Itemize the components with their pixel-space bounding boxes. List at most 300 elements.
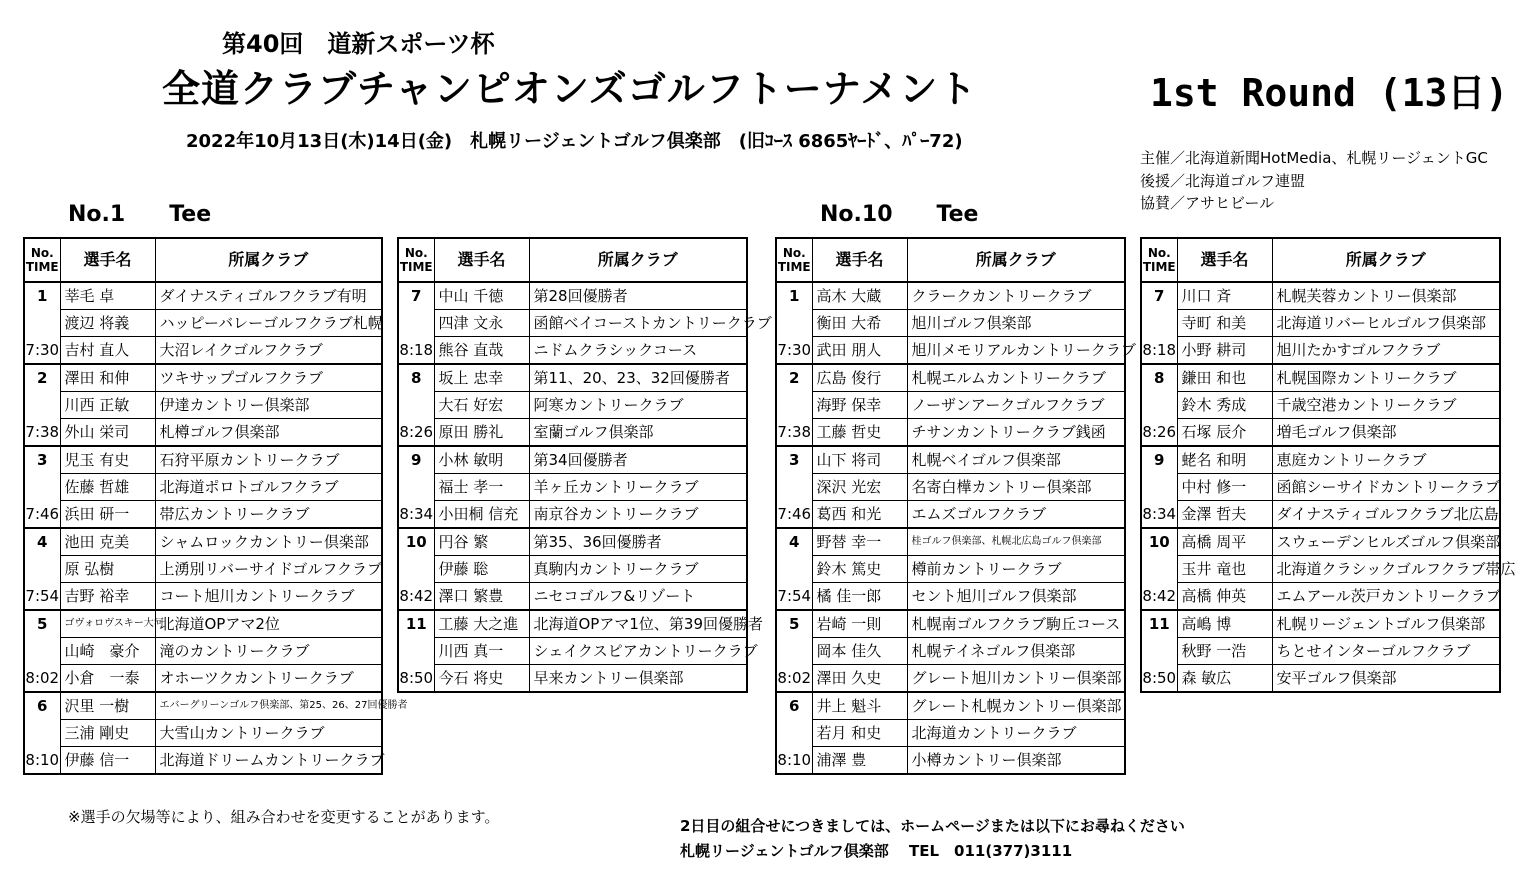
player-club: 北海道OPアマ1位、第39回優勝者: [529, 610, 747, 638]
player-name: 今石 将史: [434, 665, 529, 693]
player-club: シェイクスピアカントリークラブ: [529, 638, 747, 665]
table-row: [1141, 282, 1500, 310]
group-number: 2: [776, 364, 812, 392]
player-club: 上湧別リバーサイドゴルフクラブ: [155, 556, 382, 583]
player-club: 旭川メモリアルカントリークラブ: [907, 337, 1125, 365]
player-name: 坂上 忠幸: [434, 364, 529, 392]
tee-time: 8:50: [398, 665, 434, 693]
change-note: ※選手の欠場等により、組み合わせを変更することがあります。: [68, 808, 500, 826]
player-name: 鈴木 秀成: [1177, 392, 1272, 419]
table-row: [776, 556, 1125, 583]
player-club: オホーツクカントリークラブ: [155, 665, 382, 693]
empty-cell: [398, 474, 434, 501]
table-row: [398, 528, 747, 556]
player-club: ダイナスティゴルフクラブ有明: [155, 282, 382, 310]
player-club: ノーザンアークゴルフクラブ: [907, 392, 1125, 419]
player-club: 北海道ドリームカントリークラブ: [155, 747, 382, 775]
table-row: [1141, 501, 1500, 529]
player-name: 吉村 直人: [60, 337, 155, 365]
player-name: 澤口 繁豊: [434, 583, 529, 611]
table-row: [776, 392, 1125, 419]
player-name: 吉野 裕幸: [60, 583, 155, 611]
table-row: [1141, 419, 1500, 447]
table-row: [24, 446, 382, 474]
tee-time: 7:54: [24, 583, 60, 611]
player-name: 岡本 佳久: [812, 638, 907, 665]
empty-cell: [24, 556, 60, 583]
group-number: 7: [1141, 282, 1177, 310]
group-number: 4: [776, 528, 812, 556]
player-club: 旭川たかすゴルフクラブ: [1272, 337, 1500, 365]
group-number: 3: [24, 446, 60, 474]
header-club: 所属クラブ: [907, 238, 1125, 282]
player-name: 野替 幸一: [812, 528, 907, 556]
tee-time: 8:50: [1141, 665, 1177, 693]
player-club: エムズゴルフクラブ: [907, 501, 1125, 529]
player-club: グレート旭川カントリー倶楽部: [907, 665, 1125, 693]
player-name: 伊藤 聡: [434, 556, 529, 583]
player-club: 伊達カントリー倶楽部: [155, 392, 382, 419]
table-row: [24, 337, 382, 365]
table-row: [24, 392, 382, 419]
table-row: [776, 692, 1125, 720]
player-club: 札幌リージェントゴルフ倶楽部: [1272, 610, 1500, 638]
player-name: 葛西 和光: [812, 501, 907, 529]
header-time: TIME: [1142, 260, 1176, 274]
header-player: 選手名: [434, 238, 529, 282]
player-name: 海野 保幸: [812, 392, 907, 419]
player-name: 円谷 繁: [434, 528, 529, 556]
player-club: 帯広カントリークラブ: [155, 501, 382, 529]
table-row: [776, 720, 1125, 747]
player-name: 鎌田 和也: [1177, 364, 1272, 392]
header-player: 選手名: [1177, 238, 1272, 282]
player-club: 北海道クラシックゴルフクラブ帯広: [1272, 556, 1500, 583]
table-row: [24, 583, 382, 611]
player-name: 秋野 一浩: [1177, 638, 1272, 665]
empty-cell: [398, 392, 434, 419]
table-row: [398, 446, 747, 474]
player-club: 名寄白樺カントリー倶楽部: [907, 474, 1125, 501]
table-row: [398, 282, 747, 310]
player-club: 早来カントリー倶楽部: [529, 665, 747, 693]
player-club: ニドムクラシックコース: [529, 337, 747, 365]
empty-cell: [24, 392, 60, 419]
tee-time: 8:34: [1141, 501, 1177, 529]
table-row: [776, 364, 1125, 392]
contact-info: 2日目の組合せにつきましては、ホームページまたは以下にお尋ねください: [680, 817, 1185, 835]
header-player: 選手名: [60, 238, 155, 282]
empty-cell: [1141, 392, 1177, 419]
table-row: [24, 556, 382, 583]
empty-cell: [1141, 556, 1177, 583]
player-name: 中山 千徳: [434, 282, 529, 310]
player-name: 外山 栄司: [60, 419, 155, 447]
pairing-table: [1140, 237, 1516, 693]
player-name: 井上 魁斗: [812, 692, 907, 720]
tee-time: 8:18: [1141, 337, 1177, 365]
sub-title: 第40回 道新スポーツ杯: [222, 30, 495, 58]
tee-time: 7:54: [776, 583, 812, 611]
tee-time: 8:02: [24, 665, 60, 693]
table-row: [776, 474, 1125, 501]
table-row: [776, 528, 1125, 556]
table-row: [24, 692, 382, 720]
table-row: [398, 501, 747, 529]
player-name: 小倉 一泰: [60, 665, 155, 693]
player-name: 寺町 和美: [1177, 310, 1272, 337]
tee-time: 7:38: [776, 419, 812, 447]
tee-time: 8:10: [776, 747, 812, 775]
empty-cell: [1141, 310, 1177, 337]
tee-no10-label: No.10 Tee: [820, 202, 979, 227]
tee-no1-label: No.1 Tee: [68, 202, 212, 227]
player-name: 中村 修一: [1177, 474, 1272, 501]
player-name: 福士 孝一: [434, 474, 529, 501]
table-row: [1141, 474, 1500, 501]
player-club: 札幌エルムカントリークラブ: [907, 364, 1125, 392]
player-name: 金澤 哲夫: [1177, 501, 1272, 529]
header-club: 所属クラブ: [529, 238, 747, 282]
player-club: 札幌テイネゴルフ倶楽部: [907, 638, 1125, 665]
group-number: 4: [24, 528, 60, 556]
group-number: 10: [1141, 528, 1177, 556]
tee-time: 7:30: [776, 337, 812, 365]
round-label: 1st Round (13日): [1150, 71, 1509, 115]
group-number: 11: [398, 610, 434, 638]
player-club: ちとせインターゴルフクラブ: [1272, 638, 1500, 665]
player-club: 第34回優勝者: [529, 446, 747, 474]
table-row: [398, 392, 747, 419]
player-club: 大沼レイクゴルフクラブ: [155, 337, 382, 365]
pairing-table: [775, 237, 1136, 775]
table-row: [24, 310, 382, 337]
player-club: 室蘭ゴルフ倶楽部: [529, 419, 747, 447]
group-number: 6: [776, 692, 812, 720]
player-name: 浜田 研一: [60, 501, 155, 529]
table-row: [398, 337, 747, 365]
player-name: 川西 正敏: [60, 392, 155, 419]
tee-time: 7:46: [776, 501, 812, 529]
player-name: 三浦 剛史: [60, 720, 155, 747]
player-club: 桂ゴルフ倶楽部、札幌北広島ゴルフ倶楽部: [907, 528, 1125, 556]
header-player: 選手名: [812, 238, 907, 282]
table-row: [398, 474, 747, 501]
table-row: [24, 528, 382, 556]
table-row: [776, 419, 1125, 447]
sponsor: 協賛／アサヒビール: [1140, 194, 1275, 212]
player-club: 羊ヶ丘カントリークラブ: [529, 474, 747, 501]
player-name: 沢里 一樹: [60, 692, 155, 720]
table-row: [1141, 310, 1500, 337]
table-row: [776, 638, 1125, 665]
header-no: No.: [782, 246, 806, 260]
player-name: 衡田 大希: [812, 310, 907, 337]
group-number: 7: [398, 282, 434, 310]
player-name: 大石 好宏: [434, 392, 529, 419]
tee-time: 8:34: [398, 501, 434, 529]
table-row: [24, 610, 382, 638]
table-row: [776, 310, 1125, 337]
player-club: エバーグリーンゴルフ倶楽部、第25、26、27回優勝者: [155, 692, 382, 720]
group-number: 6: [24, 692, 60, 720]
tee-time: 7:30: [24, 337, 60, 365]
player-name: 山崎 豪介: [60, 638, 155, 665]
pairing-table: [23, 237, 408, 775]
group-number: 5: [24, 610, 60, 638]
empty-cell: [398, 310, 434, 337]
table-row: [398, 310, 747, 337]
table-row: [24, 474, 382, 501]
group-number: 1: [24, 282, 60, 310]
empty-cell: [24, 310, 60, 337]
group-number: 11: [1141, 610, 1177, 638]
table-row: [1141, 556, 1500, 583]
empty-cell: [24, 720, 60, 747]
table-row: [24, 282, 382, 310]
header-club: 所属クラブ: [155, 238, 382, 282]
player-name: 澤田 和伸: [60, 364, 155, 392]
player-name: 工藤 哲史: [812, 419, 907, 447]
table-row: [398, 583, 747, 611]
player-club: 札幌ベイゴルフ倶楽部: [907, 446, 1125, 474]
empty-cell: [1141, 474, 1177, 501]
empty-cell: [776, 556, 812, 583]
player-name: 広島 俊行: [812, 364, 907, 392]
player-club: 増毛ゴルフ倶楽部: [1272, 419, 1500, 447]
header-no-time: [1141, 238, 1177, 282]
player-name: 児玉 有史: [60, 446, 155, 474]
player-name: 深沢 光宏: [812, 474, 907, 501]
player-name: 岩崎 一則: [812, 610, 907, 638]
group-number: 2: [24, 364, 60, 392]
player-name: 鈴木 篤史: [812, 556, 907, 583]
header-no: No.: [1147, 246, 1171, 260]
empty-cell: [776, 474, 812, 501]
table-row: [1141, 583, 1500, 611]
header-no-time: [24, 238, 60, 282]
empty-cell: [776, 638, 812, 665]
player-name: 山下 将司: [812, 446, 907, 474]
player-club: 大雪山カントリークラブ: [155, 720, 382, 747]
player-name: 伊藤 信一: [60, 747, 155, 775]
table-row: [1141, 638, 1500, 665]
table-row: [398, 665, 747, 693]
group-number: 8: [1141, 364, 1177, 392]
tee-time: 8:26: [398, 419, 434, 447]
player-name: 武田 朋人: [812, 337, 907, 365]
player-name: 高木 大蔵: [812, 282, 907, 310]
group-number: 9: [398, 446, 434, 474]
table-row: [776, 446, 1125, 474]
player-name: 原 弘樹: [60, 556, 155, 583]
empty-cell: [398, 638, 434, 665]
table-row: [776, 665, 1125, 693]
table-row: [776, 337, 1125, 365]
table-row: [776, 747, 1125, 775]
player-name: 玉井 竜也: [1177, 556, 1272, 583]
player-club: 南京谷カントリークラブ: [529, 501, 747, 529]
player-club: 第28回優勝者: [529, 282, 747, 310]
tee-time: 7:46: [24, 501, 60, 529]
header-no-time: [776, 238, 812, 282]
player-club: 札幌芙蓉カントリー倶楽部: [1272, 282, 1500, 310]
player-club: エムアール茨戸カントリークラブ: [1272, 583, 1500, 611]
player-name: 小田桐 信充: [434, 501, 529, 529]
table-row: [398, 638, 747, 665]
player-club: 千歳空港カントリークラブ: [1272, 392, 1500, 419]
player-club: ダイナスティゴルフクラブ北広島: [1272, 501, 1500, 529]
group-number: 3: [776, 446, 812, 474]
table-row: [24, 720, 382, 747]
player-name: 佐藤 哲雄: [60, 474, 155, 501]
player-club: 北海道カントリークラブ: [907, 720, 1125, 747]
empty-cell: [776, 310, 812, 337]
player-club: 第11、20、23、32回優勝者: [529, 364, 747, 392]
empty-cell: [24, 638, 60, 665]
group-number: 9: [1141, 446, 1177, 474]
player-name: 石塚 辰介: [1177, 419, 1272, 447]
player-club: 札幌国際カントリークラブ: [1272, 364, 1500, 392]
table-row: [398, 364, 747, 392]
player-name: 池田 克美: [60, 528, 155, 556]
empty-cell: [776, 720, 812, 747]
table-row: [776, 282, 1125, 310]
header-time: TIME: [25, 260, 59, 274]
table-row: [776, 501, 1125, 529]
player-club: 北海道リバーヒルゴルフ倶楽部: [1272, 310, 1500, 337]
table-row: [776, 583, 1125, 611]
tee-time: 7:38: [24, 419, 60, 447]
player-club: 恵庭カントリークラブ: [1272, 446, 1500, 474]
organizer: 主催／北海道新聞HotMedia、札幌リージェントGC: [1140, 149, 1488, 167]
player-name: 澤田 久史: [812, 665, 907, 693]
player-name: 森 敏広: [1177, 665, 1272, 693]
player-name: 四津 文永: [434, 310, 529, 337]
contact-phone: 札幌リージェントゴルフ倶楽部 TEL 011(377)3111: [680, 842, 1073, 860]
tee-time: 8:02: [776, 665, 812, 693]
header-time: TIME: [777, 260, 811, 274]
tee-time: 8:42: [1141, 583, 1177, 611]
player-name: 蛯名 和明: [1177, 446, 1272, 474]
table-row: [398, 556, 747, 583]
player-club: チサンカントリークラブ銭函: [907, 419, 1125, 447]
table-row: [1141, 392, 1500, 419]
player-club: ニセコゴルフ&リゾート: [529, 583, 747, 611]
header-time: TIME: [399, 260, 433, 274]
player-name: 川口 斉: [1177, 282, 1272, 310]
page-title: 全道クラブチャンピオンズゴルフトーナメント: [162, 67, 978, 111]
player-name: 熊谷 直哉: [434, 337, 529, 365]
header-no: No.: [30, 246, 54, 260]
player-club: 安平ゴルフ倶楽部: [1272, 665, 1500, 693]
empty-cell: [1141, 638, 1177, 665]
player-club: 第35、36回優勝者: [529, 528, 747, 556]
player-club: 阿寒カントリークラブ: [529, 392, 747, 419]
player-name: 高橋 伸英: [1177, 583, 1272, 611]
player-name: 若月 和史: [812, 720, 907, 747]
table-row: [24, 501, 382, 529]
group-number: 1: [776, 282, 812, 310]
player-name: 小林 敏明: [434, 446, 529, 474]
player-club: 石狩平原カントリークラブ: [155, 446, 382, 474]
table-row: [24, 364, 382, 392]
player-club: 真駒内カントリークラブ: [529, 556, 747, 583]
table-row: [398, 419, 747, 447]
player-club: 滝のカントリークラブ: [155, 638, 382, 665]
player-club: セント旭川ゴルフ倶楽部: [907, 583, 1125, 611]
player-name: 高橋 周平: [1177, 528, 1272, 556]
player-club: 樽前カントリークラブ: [907, 556, 1125, 583]
player-club: 札樽ゴルフ倶楽部: [155, 419, 382, 447]
header-club: 所属クラブ: [1272, 238, 1500, 282]
tee-time: 8:26: [1141, 419, 1177, 447]
table-row: [24, 419, 382, 447]
pairing-table: [397, 237, 772, 693]
player-club: 北海道ポロトゴルフクラブ: [155, 474, 382, 501]
tee-time: 8:18: [398, 337, 434, 365]
header-no-time: [398, 238, 434, 282]
player-name: 橘 佳一郎: [812, 583, 907, 611]
player-name: 原田 勝礼: [434, 419, 529, 447]
group-number: 8: [398, 364, 434, 392]
table-row: [24, 665, 382, 693]
empty-cell: [776, 392, 812, 419]
player-name: 工藤 大之進: [434, 610, 529, 638]
table-row: [398, 610, 747, 638]
table-row: [1141, 364, 1500, 392]
player-name: 渡辺 将義: [60, 310, 155, 337]
table-row: [1141, 337, 1500, 365]
tee-time: 8:10: [24, 747, 60, 775]
table-row: [24, 638, 382, 665]
table-row: [1141, 610, 1500, 638]
table-row: [1141, 528, 1500, 556]
player-club: ツキサップゴルフクラブ: [155, 364, 382, 392]
player-club: 旭川ゴルフ倶楽部: [907, 310, 1125, 337]
group-number: 10: [398, 528, 434, 556]
player-club: 函館ベイコーストカントリークラブ: [529, 310, 747, 337]
empty-cell: [24, 474, 60, 501]
player-club: 函館シーサイドカントリークラブ: [1272, 474, 1500, 501]
player-name: ゴヴォロヴスキー大河: [60, 610, 155, 638]
player-name: 川西 真一: [434, 638, 529, 665]
table-row: [24, 747, 382, 775]
player-club: スウェーデンヒルズゴルフ倶楽部: [1272, 528, 1500, 556]
player-name: 莘毛 卓: [60, 282, 155, 310]
header-no: No.: [404, 246, 428, 260]
player-club: 札幌南ゴルフクラブ駒丘コース: [907, 610, 1125, 638]
player-club: ハッピーバレーゴルフクラブ札幌: [155, 310, 382, 337]
table-row: [776, 610, 1125, 638]
player-name: 高嶋 博: [1177, 610, 1272, 638]
event-info: 2022年10月13日(木)14日(金) 札幌リージェントゴルフ倶楽部 (旧ｺｰｽ 6865ﾔｰﾄﾞ、ﾊﾟｰ72): [186, 131, 963, 152]
player-name: 浦澤 豊: [812, 747, 907, 775]
player-club: コート旭川カントリークラブ: [155, 583, 382, 611]
player-name: 小野 耕司: [1177, 337, 1272, 365]
supporter: 後援／北海道ゴルフ連盟: [1140, 172, 1306, 190]
player-club: 北海道OPアマ2位: [155, 610, 382, 638]
empty-cell: [398, 556, 434, 583]
table-row: [1141, 446, 1500, 474]
group-number: 5: [776, 610, 812, 638]
tee-time: 8:42: [398, 583, 434, 611]
table-row: [1141, 665, 1500, 693]
player-club: シャムロックカントリー倶楽部: [155, 528, 382, 556]
player-club: クラークカントリークラブ: [907, 282, 1125, 310]
player-club: グレート札幌カントリー倶楽部: [907, 692, 1125, 720]
player-club: 小樽カントリー倶楽部: [907, 747, 1125, 775]
